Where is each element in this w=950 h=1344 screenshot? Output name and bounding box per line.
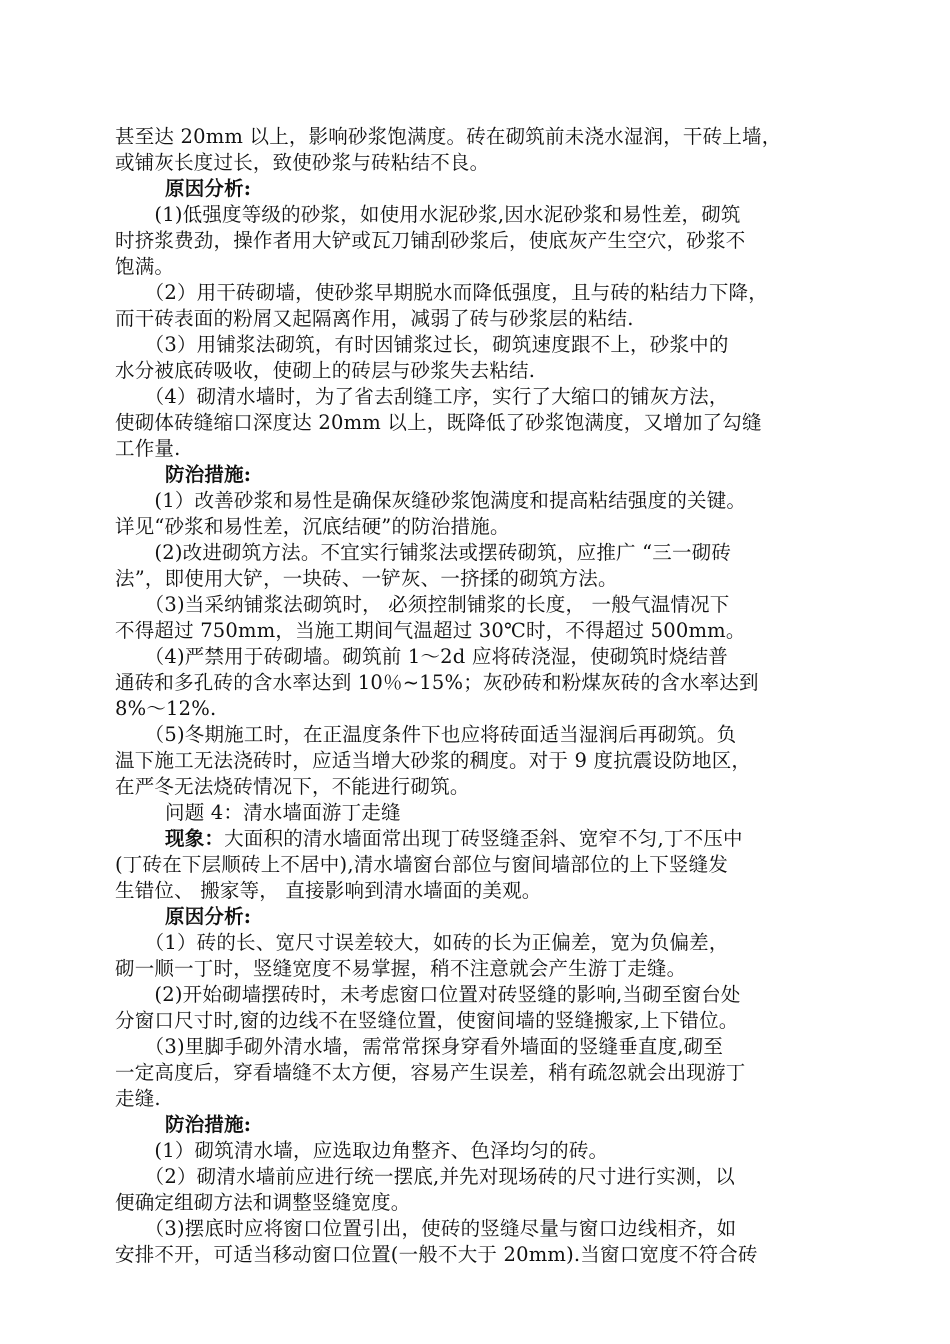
text-line: （3)摆底时应将窗口位置引出，使砖的竖缝尽量与窗口边线相齐，如 bbox=[115, 1217, 737, 1240]
text-line: 砌一顺一丁时，竖缝宽度不易掌握，稍不注意就会产生游丁走缝。 bbox=[115, 957, 687, 980]
text-line: 水分被底砖吸收，使砌上的砖层与砂浆失去粘结. bbox=[115, 359, 536, 382]
text-line: (1)低强度等级的砂浆，如使用水泥砂浆,因水泥砂浆和易性差，砌筑 bbox=[115, 203, 741, 226]
text-line: 工作量. bbox=[115, 437, 181, 460]
text-line: （2）用干砖砌墙，使砂浆早期脱水而降低强度，且与砖的粘结力下降， bbox=[115, 281, 768, 304]
text-line: (1）改善砂浆和易性是确保灰缝砂浆饱满度和提高粘结强度的关键。 bbox=[115, 489, 747, 512]
text-line: 生错位、 搬家等， 直接影响到清水墙面的美观。 bbox=[115, 879, 542, 902]
text-line: 8%～12%. bbox=[115, 697, 217, 720]
text-line: 通砖和多孔砖的含水率达到 10％~15%；灰砂砖和粉煤灰砖的含水率达到 bbox=[115, 671, 759, 694]
text-line: 不得超过 750mm，当施工期间气温超过 30℃时，不得超过 500mm。 bbox=[115, 619, 746, 642]
text-line: 一定高度后，穿看墙缝不太方便，容易产生误差，稍有疏忽就会出现游丁 bbox=[115, 1061, 746, 1084]
text-line: （4)严禁用于砖砌墙。砌筑前 1～2d 应将砖浇湿，使砌筑时烧结普 bbox=[115, 645, 728, 668]
text-line: （3)当采纳铺浆法砌筑时， 必须控制铺浆的长度， 一般气温情况下 bbox=[115, 593, 730, 616]
problem-heading: 问题 4：清水墙面游丁走缝 bbox=[165, 801, 401, 824]
text-line: 甚至达 20mm 以上，影响砂浆饱满度。砖在砌筑前未浇水湿润，干砖上墙， bbox=[115, 125, 782, 148]
section-heading: 防治措施: bbox=[165, 463, 252, 486]
text-line: （3)里脚手砌外清水墙，需常常探身穿看外墙面的竖缝垂直度,砌至 bbox=[115, 1035, 724, 1058]
text-line: 而干砖表面的粉屑又起隔离作用，减弱了砖与砂浆层的粘结. bbox=[115, 307, 634, 330]
text-line: 使砌体砖缝缩口深度达 20mm 以上，既降低了砂浆饱满度，又增加了勾缝 bbox=[115, 411, 762, 434]
text-line: 或铺灰长度过长，致使砂浆与砖粘结不良。 bbox=[115, 151, 490, 174]
section-heading: 原因分析: bbox=[165, 905, 252, 928]
text-line: 时挤浆费劲，操作者用大铲或瓦刀铺刮砂浆后，使底灰产生空穴，砂浆不 bbox=[115, 229, 746, 252]
text-line: 在严冬无法烧砖情况下，不能进行砌筑。 bbox=[115, 775, 470, 798]
text-line: (2)开始砌墙摆砖时，未考虑窗口位置对砖竖缝的影响,当砌至窗台处 bbox=[115, 983, 741, 1006]
text-line: 饱满。 bbox=[115, 255, 175, 278]
text-line: 详见“砂浆和易性差，沉底结硬”的防治措施。 bbox=[115, 515, 510, 538]
phenomenon-label: 现象： bbox=[165, 827, 225, 850]
text-line: （4）砌清水墙时，为了省去刮缝工序，实行了大缩口的铺灰方法， bbox=[115, 385, 729, 408]
text-line bbox=[165, 826, 885, 852]
text-line: (1）砌筑清水墙，应选取边角整齐、色泽均匀的砖。 bbox=[115, 1139, 609, 1162]
phenomenon-text: 大面积的清水墙面常出现丁砖竖缝歪斜、宽窄不匀,丁不压中 bbox=[224, 827, 743, 850]
text-line: （5)冬期施工时，在正温度条件下也应将砖面适当湿润后再砌筑。负 bbox=[115, 723, 737, 746]
text-line: (2)改进砌筑方法。不宜实行铺浆法或摆砖砌筑，应推广 “三一砌砖 bbox=[115, 541, 732, 564]
text-line: (丁砖在下层顺砖上不居中),清水墙窗台部位与窗间墙部位的上下竖缝发 bbox=[115, 853, 729, 876]
text-line: 法”，即使用大铲，一块砖、一铲灰、一挤揉的砌筑方法。 bbox=[115, 567, 618, 590]
text-line: 分窗口尺寸时,窗的边线不在竖缝位置，使窗间墙的竖缝搬家,上下错位。 bbox=[115, 1009, 739, 1032]
text-line: （2）砌清水墙前应进行统一摆底,并先对现场砖的尺寸进行实测，以 bbox=[115, 1165, 735, 1188]
text-line: （1）砖的长、宽尺寸误差较大，如砖的长为正偏差，宽为负偏差， bbox=[115, 931, 729, 954]
section-heading: 原因分析: bbox=[165, 177, 252, 200]
text-line: 走缝. bbox=[115, 1087, 161, 1110]
text-line: 温下施工无法浇砖时，应适当增大砂浆的稠度。对于 9 度抗震设防地区， bbox=[115, 749, 752, 772]
section-heading: 防治措施: bbox=[165, 1113, 252, 1136]
text-line: 安排不开，可适当移动窗口位置(一般不大于 20mm).当窗口宽度不符合砖 bbox=[115, 1243, 758, 1266]
text-line: （3）用铺浆法砌筑，有时因铺浆过长，砌筑速度跟不上，砂浆中的 bbox=[115, 333, 729, 356]
text-line: 便确定组砌方法和调整竖缝宽度。 bbox=[115, 1191, 411, 1214]
